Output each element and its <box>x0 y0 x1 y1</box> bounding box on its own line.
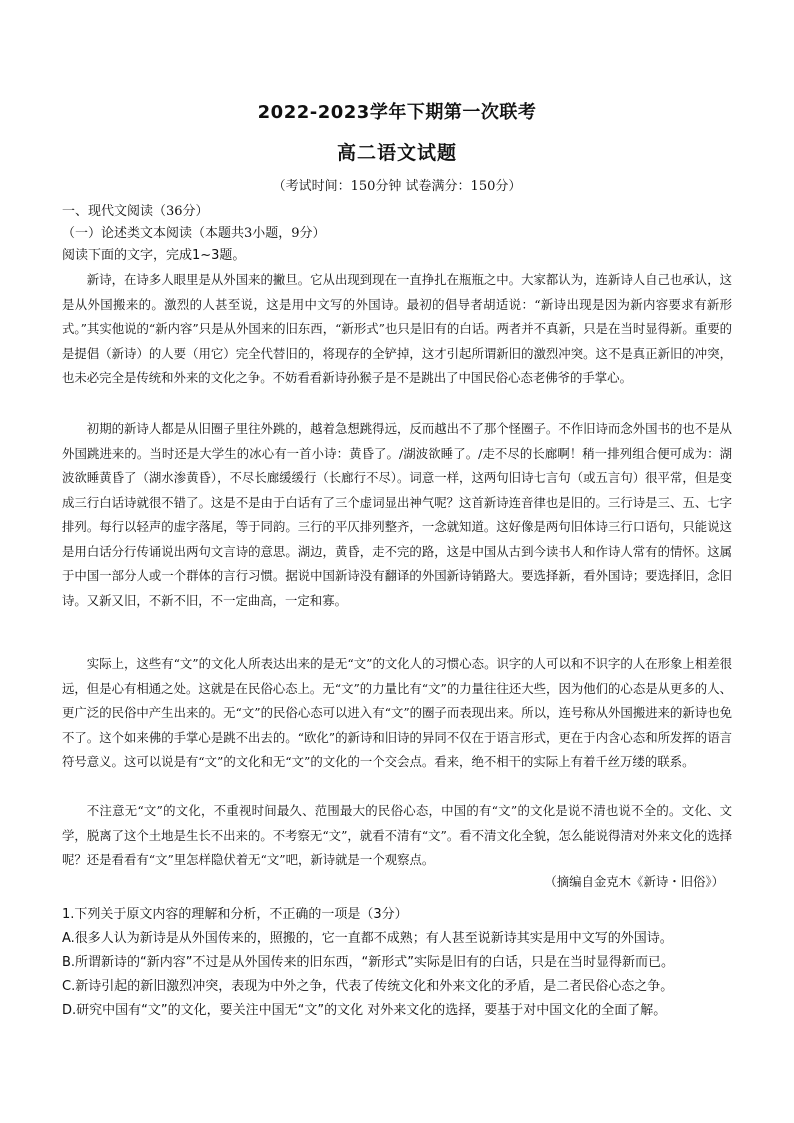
section-heading: 一、现代文阅读（36分） <box>62 204 209 219</box>
exam-title: 2022-2023学年下期第一次联考 <box>257 102 537 123</box>
subject-title: 高二语文试题 <box>336 142 457 164</box>
exam-info: （考试时间：150分钟 试卷满分：150分） <box>272 179 522 194</box>
subsection-heading: （一）论述类文本阅读（本题共3小题，9分） <box>62 226 326 241</box>
option-b: B.所谓新诗的“新内容”不过是从外国传来的旧东西，“新形式”实际是旧有的白话，只是在当时显得新而已。 <box>62 955 674 970</box>
passage-paragraph: 不注意无“文”的文化，不重视时间最久、范围最大的民俗心态，中国的有“文”的文化是说不清也说不全的。文化、文学，脱离了这个土地是生长不出来的。不考察无“文”，就看不清有“文”。看不清文化全貌，怎么能说得清对外来文化的选择呢？还是看看有“文”里怎样隐伏着无“文”吧，新诗就是一个观察点。 <box>62 803 732 867</box>
passage-paragraph: 新诗，在诗多人眼里是从外国来的撇旦。它从出现到现在一直挣扎在瓶瓶之中。大家都认为，连新诗人自己也承认，这是从外国搬来的。激烈的人甚至说，这是用中文写的外国诗。最初的倡导者胡适说：“新诗出现是因为新内容要求有新形式。”其实他说的“新内容”只是从外国来的旧东西，“新形式”也只是旧有的白话。两者并不真新，只是在当时显得新。重要的是提倡（新诗）的人要（用它）完全代替旧的，将现存的全铲掉，这才引起所谓新旧的激烈冲突。这不是真正新旧的冲突，也未必完全是传统和外来的文化之争。不妨看看新诗孙猴子是不是跳出了中国民俗心态老佛爷的手掌心。 <box>62 272 732 385</box>
question-stem: 1.下列关于原文内容的理解和分析，不正确的一项是（3分） <box>62 907 408 922</box>
passage-paragraph: 实际上，这些有“文”的文化人所表达出来的是无“文”的文化人的习惯心态。识字的人可以和不识字的人在形象上相差很远，但是心有相通之处。这就是在民俗心态上。无“文”的力量比有“文”的力量往往还大些，因为他们的心态是从更多的人、更广泛的民俗中产生出来的。无“文”的民俗心态可以进入有“文”的圈子而表现出来。所以，连号称从外国搬进来的新诗也免不了。这个如来佛的手掌心是跳不出去的。“欧化”的新诗和旧诗的异同不仅在于语言形式，更在于内含心态和所发挥的语言符号意义。这可以说是有“文”的文化和无“文”的文化的一个交会点。看来，绝不相干的实际上有着千丝万缕的联系。 <box>62 656 732 769</box>
passage-source: （摘编自金克木《新诗・旧俗》） <box>544 874 724 889</box>
reading-instruction: 阅读下面的文字，完成1~3题。 <box>62 248 246 263</box>
option-c: C.新诗引起的新旧激烈冲突，表现为中外之争，代表了传统文化和外来文化的矛盾，是二者民俗心态之争。 <box>62 979 674 994</box>
passage-paragraph: 初期的新诗人都是从旧圈子里往外跳的，越着急想跳得远，反而越出不了那个怪圈子。不作旧诗而念外国书的也不是从外国跳进来的。当时还是大学生的冰心有一首小诗：黄昏了。/湖波欲睡了。/走不尽的长廊啊！稍一排列组合便可成为：湖波欲睡黄昏了（湖水渗黄昏），不尽长廊缓缓行（长廊行不尽）。词意一样，这两句旧诗七言句（或五言句）很平常，但是变成三行白话诗就很不错了。这是不是由于白话有了三个虚词显出神气呢？这首新诗连音律也是旧的。三行诗是三、五、七字排列。每行以轻声的虚字落尾，等于同韵。三行的平仄排列整齐，一念就知道。这好像是两句旧体诗三行口语句，只能说这是用白话分行传诵说出两句文言诗的意思。湖边，黄昏，走不完的路，这是中国从古到今读书人和作诗人常有的情怀。这属于中国一部分人或一个群体的言行习惯。据说中国新诗没有翻译的外国新诗销路大。要选择新，看外国诗；要选择旧，念旧诗。又新又旧，不新不旧，不一定曲高，一定和寡。 <box>62 421 732 608</box>
option-a: A.很多人认为新诗是从外国传来的，照搬的，它一直都不成熟；有人甚至说新诗其实是用中文写的外国诗。 <box>62 931 673 946</box>
option-d: D.研究中国有“文”的文化，要关注中国无“文”的文化 对外来文化的选择，要基于对中国文化的全面了解。 <box>62 1003 667 1018</box>
